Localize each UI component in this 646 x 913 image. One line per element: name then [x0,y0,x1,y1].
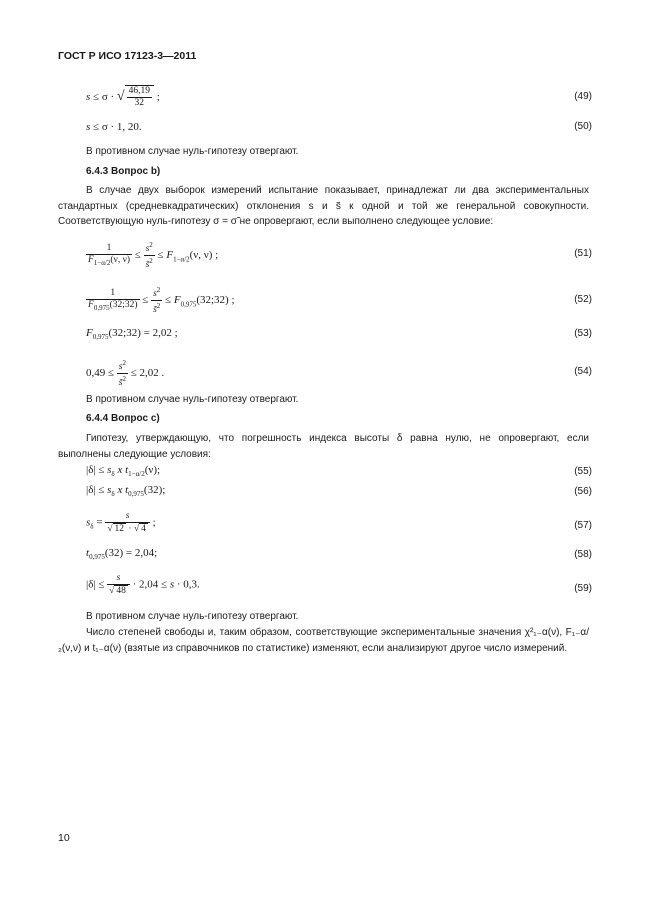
equation-51: $\frac{1}{F_{1-\alpha/2}(\nu, \nu)}$ ≤ $\frac{s^2}{s̃^2}$ ≤ $F_{1-\alpha/2}(\nu$, ν) ; [88,241,219,271]
equation-number: (55) [574,466,592,477]
section-heading-b: 6.4.3 Вопрос b) [86,166,161,177]
equation-52: $\frac{1}{F_{0,975}(32;32)}$ ≤ $\frac{s^2}{s̃^2}$ ≤ $F_{0,975}(32;32)$ ; [88,286,235,316]
equation-number: (51) [574,248,592,259]
equation-number: (50) [574,121,592,132]
paragraph-reject: В противном случае нуль-гипотезу отвергают. [86,146,299,157]
equation-54: 0,49 ≤ $\frac{s^2}{s̃^2}$ ≤ 2,02 . [86,359,165,389]
equation-59: |δ| ≤ $\frac{s}{√ 48}$ · 2,04 ≤ s · 0,3. [86,573,200,596]
equation-57: $s_\delta$ = $\frac{s}{√ 12 \cdot √ 4}$ ; [86,511,156,534]
equation-number: (53) [574,328,592,339]
document-header: ГОСТ Р ИСО 17123-3—2011 [58,50,197,62]
paragraph-c: Гипотезу, утверждающую, что погрешность индекса высоты δ равна нулю, не опровергают, если выполнены следующие условия: [58,433,589,460]
equation-56: $|\delta| \le s_\delta$ x $t_{0,975}(32)$; [86,484,166,499]
equation-number: (56) [574,486,592,497]
equation-number: (54) [574,366,592,377]
equation-50: s ≤ σ · 1, 20. [86,121,142,133]
equation-number: (58) [574,549,592,560]
equation-58: $t_{0,975}(32) = 2,04$; [86,547,158,562]
equation-number: (57) [574,520,592,531]
paragraph-b: В случае двух выборок измерений испытание показывает, принадлежат ли два экспериментальных стандартных (средневкадратических) отклонения s и s̃ к одной и той же генеральной совокупности. Соответствующую нуль-гипотезу σ = σ̃ не опровергают, если выполнено следующее условие: [58,185,589,227]
equation-number: (52) [574,294,592,305]
paragraph-final: Число степеней свободы и, таким образом, соответствующие экспериментальные значения χ²₁₋α(ν), F₁₋α/₂(ν,ν) и t₁₋α(ν) (взятые из справочников по статистике) изменяют, если анализируют другое число измерений. [58,627,589,654]
page-number: 10 [58,832,70,844]
section-heading-c: 6.4.4 Вопрос c) [86,413,160,424]
paragraph-reject: В противном случае нуль-гипотезу отвергают. [86,611,299,622]
equation-53: $F_{0,975}(32;32) = 2,02$ ; [86,327,178,342]
paragraph-reject: В противном случае нуль-гипотезу отвергают. [86,394,299,405]
equation-number: (49) [574,91,592,102]
equation-55: $|\delta| \le s_\delta$ x $t_{1-\alpha/2}(\nu)$; [86,464,161,479]
equation-49: s ≤ σ · √ $\frac{46,19}{32}$ ; [86,86,160,108]
equation-number: (59) [574,583,592,594]
